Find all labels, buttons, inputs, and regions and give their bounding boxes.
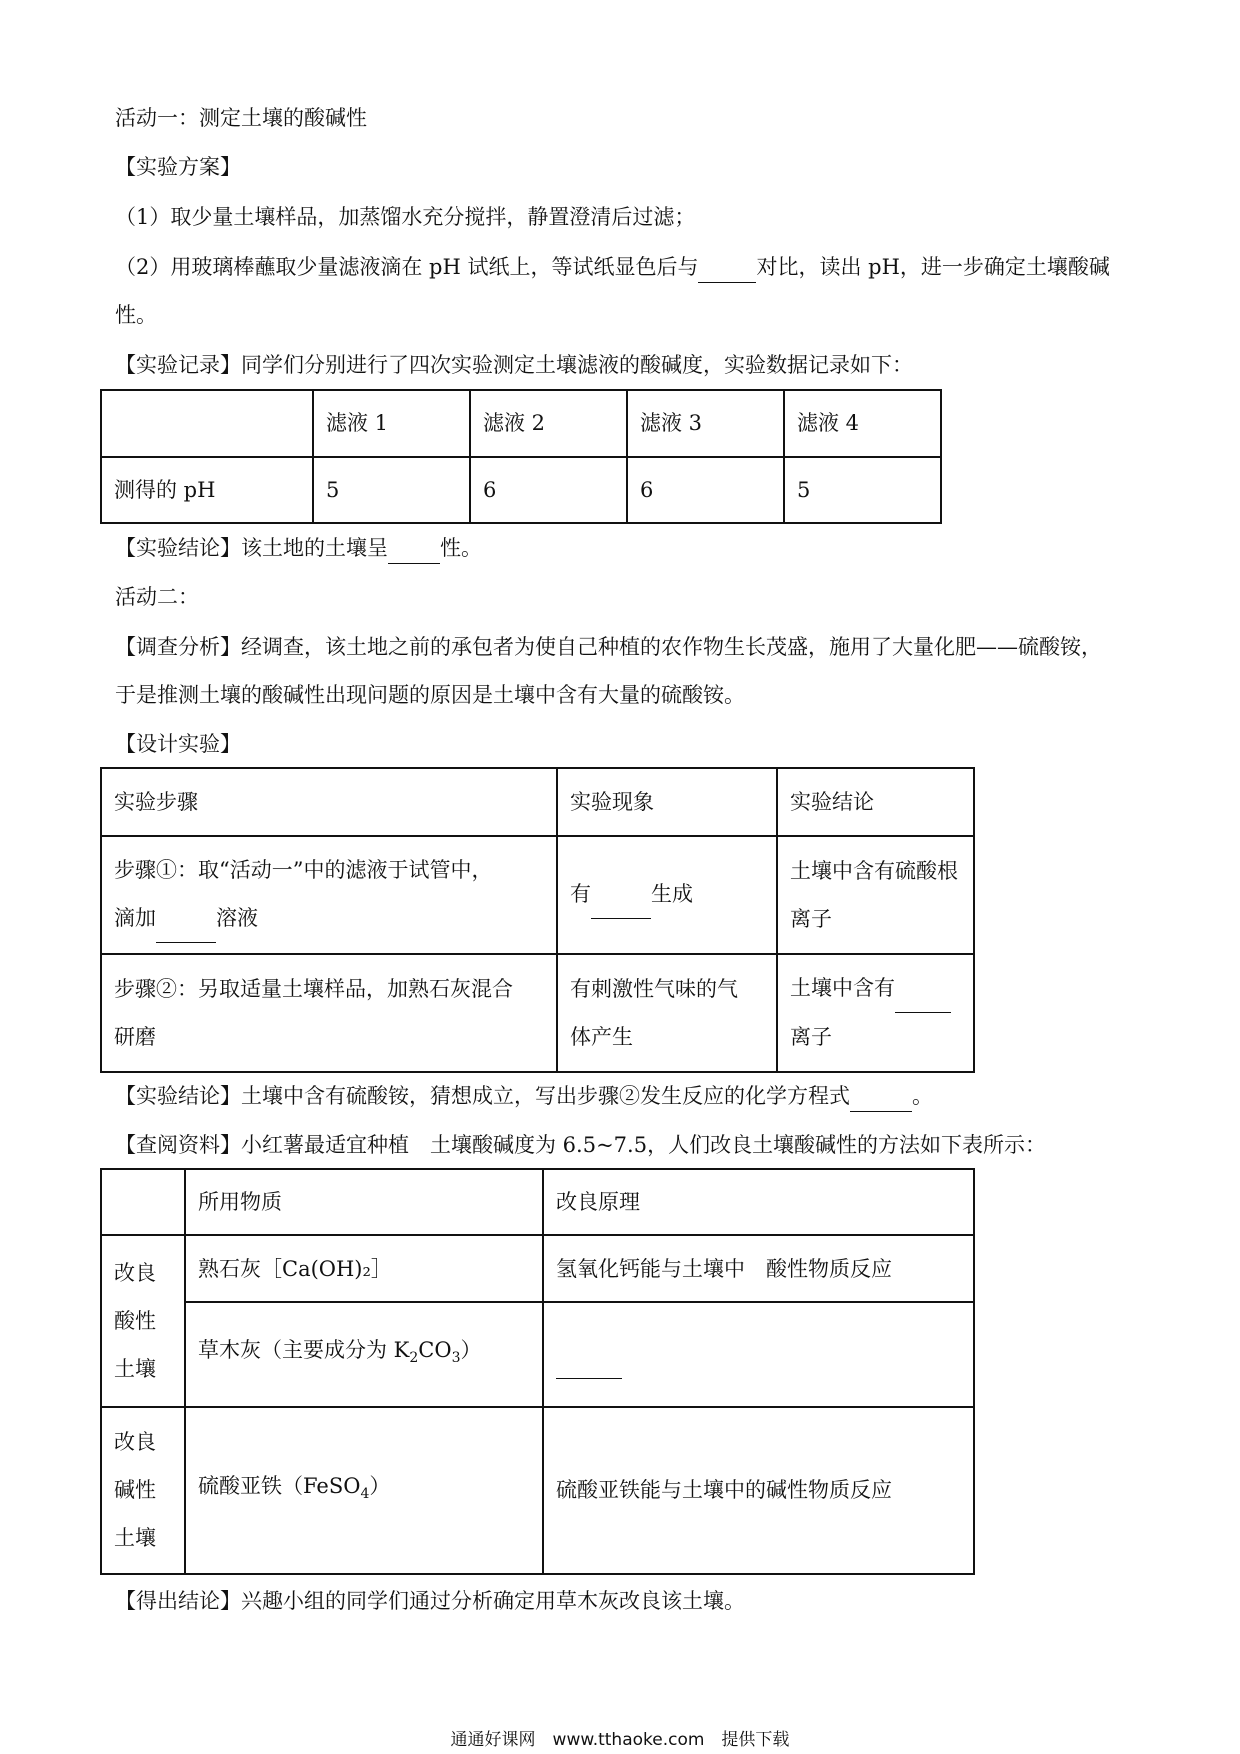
final-conclusion: 【得出结论】兴趣小组的同学们通过分析确定用草木灰改良该土壤。 <box>115 1589 745 1613</box>
table-row <box>101 954 974 1072</box>
substance-text-a: 草木灰（主要成分为 K <box>198 1338 410 1363</box>
plan-step1: （1）取少量土壤样品，加蒸馏水充分搅拌，静置澄清后过滤； <box>115 205 696 229</box>
answer-blank[interactable] <box>698 252 756 283</box>
table-row <box>101 836 974 954</box>
table-cell <box>543 1302 974 1407</box>
group2-label-line: 土壤 <box>114 1526 156 1551</box>
plan-step2-text-b: 对比，读出 pH，进一步确定土壤酸碱 <box>756 255 1110 279</box>
table-header: 改良原理 <box>543 1169 974 1235</box>
conclusion1-text-a: 【实验结论】该土地的土壤呈 <box>115 536 388 560</box>
group2-label-line: 改良 <box>114 1430 156 1455</box>
answer-blank[interactable] <box>556 1330 622 1379</box>
activity1-title: 活动一：测定土壤的酸碱性 <box>115 106 367 130</box>
activity2-title: 活动二： <box>115 585 199 609</box>
table-header: 滤液 1 <box>313 390 470 457</box>
step2-line-a: 步骤②：另取适量土壤样品，加熟石灰混合 <box>114 976 513 1001</box>
answer-blank[interactable] <box>388 533 440 564</box>
conclusion2 <box>115 1081 933 1112</box>
reference-text: 【查阅资料】小红薯最适宜种植 土壤酸碱度为 6.5~7.5，人们改良土壤酸碱性的方法如下表所示： <box>115 1133 1047 1157</box>
phenomenon1-text-b: 生成 <box>651 882 693 907</box>
table-cell: 氢氧化钙能与土壤中 酸性物质反应 <box>543 1235 974 1301</box>
conclusion2-line-b: 离子 <box>790 1025 832 1050</box>
table-cell: 5 <box>313 457 470 524</box>
table-cell <box>777 836 974 954</box>
step1-text-a: 滴加 <box>114 906 156 931</box>
table-cell <box>557 954 777 1072</box>
table-cell <box>101 954 557 1072</box>
phenomenon2-line-a: 有刺激性气味的气 <box>570 976 738 1001</box>
table-header: 实验结论 <box>777 768 974 836</box>
substance-text-b: ） <box>369 1474 391 1499</box>
phenomenon2-line-b: 体产生 <box>570 1024 633 1049</box>
step2-line-b: 研磨 <box>114 1024 156 1049</box>
table-cell <box>557 836 777 954</box>
subscript: 3 <box>451 1350 461 1367</box>
row-label: 测得的 pH <box>101 457 313 524</box>
table-row <box>101 1169 974 1235</box>
table-cell: 5 <box>784 457 941 524</box>
conclusion1-line-b: 离子 <box>790 906 832 931</box>
plan-step2-cont: 性。 <box>115 303 157 327</box>
plan-step2 <box>115 252 1110 283</box>
group2-label <box>101 1407 185 1574</box>
table-cell <box>777 954 974 1072</box>
table-cell: 6 <box>627 457 784 524</box>
group1-label-line: 改良 <box>114 1261 156 1286</box>
table-row <box>101 1235 974 1301</box>
conclusion2-line-a <box>790 964 961 1013</box>
survey-text-1: 【调查分析】经调查，该土地之前的承包者为使自己种植的农作物生长茂盛，施用了大量化肥——硫酸铵， <box>115 635 1102 659</box>
table-header: 所用物质 <box>185 1169 543 1235</box>
step1-line-a: 步骤①：取“活动一”中的滤液于试管中， <box>114 858 493 883</box>
table-cell <box>185 1407 543 1574</box>
table-header: 滤液 2 <box>470 390 627 457</box>
conclusion2-text-b: 。 <box>912 1084 933 1108</box>
table-row <box>101 390 941 457</box>
table-row <box>101 1302 974 1407</box>
table-row <box>101 1407 974 1574</box>
conclusion1-line-a: 土壤中含有硫酸根 <box>790 858 958 883</box>
table-cell: 硫酸亚铁能与土壤中的碱性物质反应 <box>543 1407 974 1574</box>
ph-table <box>100 389 942 524</box>
design-table <box>100 767 975 1073</box>
conclusion2-text-a: 【实验结论】土壤中含有硫酸铵，猜想成立，写出步骤②发生反应的化学方程式 <box>115 1084 850 1108</box>
phenomenon1-text-a: 有 <box>570 882 591 907</box>
substance-text-a: 硫酸亚铁（FeSO <box>198 1474 361 1499</box>
answer-blank[interactable] <box>850 1081 912 1112</box>
plan-step2-text-a: （2）用玻璃棒蘸取少量滤液滴在 pH 试纸上，等试纸显色后与 <box>115 255 699 279</box>
answer-blank[interactable] <box>156 894 216 943</box>
table-header: 实验步骤 <box>101 768 557 836</box>
table-header: 实验现象 <box>557 768 777 836</box>
group2-label-line: 碱性 <box>114 1478 156 1503</box>
table-row <box>101 768 974 836</box>
table-cell <box>185 1302 543 1407</box>
footer: 通通好课网 www.tthaoke.com 提供下载 <box>450 1730 790 1750</box>
table-cell <box>101 390 313 457</box>
table-header: 滤液 4 <box>784 390 941 457</box>
improve-table <box>100 1168 975 1575</box>
design-heading: 【设计实验】 <box>115 732 241 756</box>
conclusion2-text: 土壤中含有 <box>790 976 895 1001</box>
conclusion1-text-b: 性。 <box>440 536 482 560</box>
subscript: 4 <box>360 1486 370 1503</box>
answer-blank[interactable] <box>591 870 651 919</box>
step1-line-b <box>114 894 544 943</box>
substance-text-c: ） <box>460 1338 482 1363</box>
survey-text-2: 于是推测土壤的酸碱性出现问题的原因是土壤中含有大量的硫酸铵。 <box>115 683 745 707</box>
table-cell <box>101 836 557 954</box>
plan-heading: 【实验方案】 <box>115 155 241 179</box>
group1-label <box>101 1235 185 1406</box>
conclusion1 <box>115 533 482 564</box>
group1-label-line: 土壤 <box>114 1357 156 1382</box>
table-cell <box>101 1169 185 1235</box>
answer-blank[interactable] <box>895 964 951 1013</box>
table-cell: 熟石灰［Ca(OH)₂］ <box>185 1235 543 1301</box>
substance-text-b: CO <box>418 1338 452 1363</box>
group1-label-line: 酸性 <box>114 1309 156 1334</box>
table-header: 滤液 3 <box>627 390 784 457</box>
record-text: 【实验记录】同学们分别进行了四次实验测定土壤滤液的酸碱度，实验数据记录如下： <box>115 353 913 377</box>
subscript: 2 <box>409 1350 419 1367</box>
table-row <box>101 457 941 524</box>
step1-text-b: 溶液 <box>216 906 258 931</box>
table-cell: 6 <box>470 457 627 524</box>
